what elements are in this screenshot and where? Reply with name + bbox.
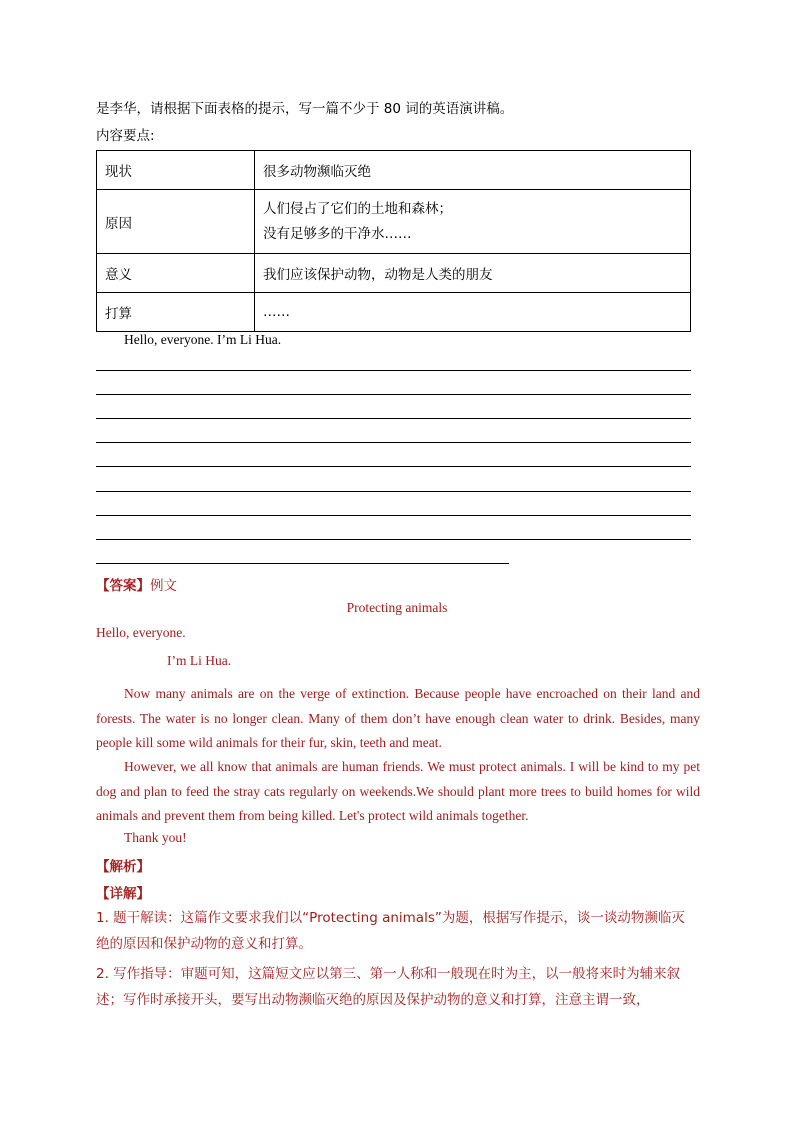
writing-line xyxy=(96,442,691,443)
essay-closing: Thank you! xyxy=(124,830,187,845)
writing-line xyxy=(96,563,509,564)
row-label-meaning: 意义 xyxy=(97,254,255,293)
opening-line: Hello, everyone. I’m Li Hua. xyxy=(124,332,282,347)
row-label-plan: 打算 xyxy=(97,293,255,332)
row-label-reason: 原因 xyxy=(97,190,255,254)
essay-paragraph-2: However, we all know that animals are human friends. We must protect animals. I will be kind to my pet dog and plan to feed the stray cats regularly on weekends.We should plant more trees to build homes for wild animals and prevent them from being killed. Let's protect wild animals together. xyxy=(96,759,700,823)
row-content-meaning: 我们应该保护动物，动物是人类的朋友 xyxy=(255,254,691,293)
reason-line-2: 没有足够多的干净水…… xyxy=(263,225,412,242)
writing-line xyxy=(96,515,691,516)
table-row xyxy=(97,293,691,332)
prompt-line: 是李华，请根据下面表格的提示，写一篇不少于 80 词的英语演讲稿。 xyxy=(96,101,514,117)
writing-line xyxy=(96,539,691,540)
row-label-status: 现状 xyxy=(97,151,255,190)
row-content-reason xyxy=(255,190,691,254)
writing-line xyxy=(96,466,691,467)
answer-sample-label: 例文 xyxy=(150,578,177,594)
detail-heading: 【详解】 xyxy=(96,886,150,902)
essay-paragraph-1: Now many animals are on the verge of extinction. Because people have encroached on their land and forests. The water is no longer clean. Many of them don’t have enough clean water to drink. Besides, many people kill some wild animals for their fur, skin, teeth and meat. xyxy=(96,686,700,750)
analysis-point-1: 1. 题干解读：这篇作文要求我们以“Protecting animals”为题，根据写作提示，谈一谈动物濒临灭绝的原因和保护动物的意义和打算。 xyxy=(96,910,685,952)
writing-line xyxy=(96,370,691,371)
answer-heading xyxy=(96,574,177,594)
row-content-plan: …… xyxy=(255,293,691,332)
reason-line-1: 人们侵占了它们的土地和森林； xyxy=(263,200,452,217)
writing-line xyxy=(96,418,691,419)
table-row xyxy=(97,254,691,293)
row-content-status: 很多动物濒临灭绝 xyxy=(255,151,691,190)
answer-label: 【答案】 xyxy=(96,578,150,594)
essay-greeting: Hello, everyone. xyxy=(96,625,186,640)
content-points-table xyxy=(96,150,691,332)
essay-title: Protecting animals xyxy=(346,600,448,615)
table-row xyxy=(97,190,691,254)
table-row xyxy=(97,151,691,190)
content-points-label: 内容要点: xyxy=(96,128,155,144)
essay-intro: I’m Li Hua. xyxy=(167,653,232,668)
analysis-point-2: 2. 写作指导：审题可知，这篇短文应以第三、第一人称和一般现在时为主，以一般将来时为辅来叙述；写作时承接开头，要写出动物濒临灭绝的原因及保护动物的意义和打算，注意主谓一致， xyxy=(96,966,681,1008)
writing-line xyxy=(96,394,691,395)
writing-line xyxy=(96,491,691,492)
analysis-heading: 【解析】 xyxy=(96,859,150,875)
